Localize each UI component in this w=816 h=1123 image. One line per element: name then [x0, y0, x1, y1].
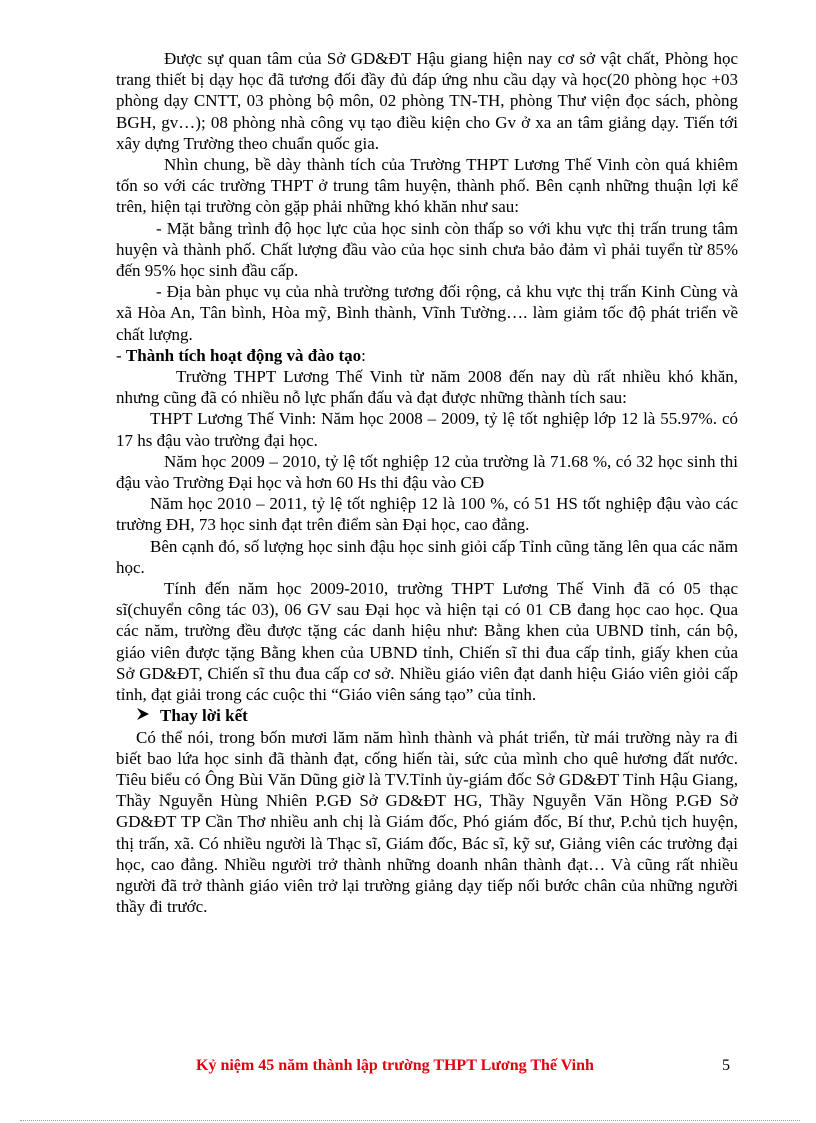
- section-heading-conclusion: [116, 705, 738, 726]
- paragraph-year-2010: Năm học 2010 – 2011, tỷ lệ tốt nghiệp 12 là 100 %, có 51 HS tốt nghiệp đậu vào các trường ĐH, 73 học sinh đạt trên điểm sàn Đại học, cao đẳng.: [116, 494, 738, 535]
- paragraph-conclusion: Có thể nói, trong bốn mươi lăm năm hình thành và phát triển, từ mái trường này ra đi biết bao lứa học sinh đã thành đạt, cống hiến tài, sức của mình cho quê hương đất nước. Tiêu biểu có Ông Bùi Văn Dũng giờ là TV.Tỉnh ủy-giám đốc Sở GD&ĐT Tỉnh Hậu Giang, Thầy Nguyễn Hùng Nhiên P.GĐ Sở GD&ĐT HG, Thầy Nguyễn Văn Hồng P.GĐ Sở GD&ĐT TP Cần Thơ nhiều anh chị là Giám đốc, Phó giám đốc, Bí thư, P.chủ tịch huyện, thị trấn, xã. Có nhiều người là Thạc sĩ, Giám đốc, Bác sĩ, kỹ sư, Giảng viên các trường đại học, cao đẳng. Nhiều người trở thành những doanh nhân thành đạt… Và cũng rất nhiều người đã trở thành giáo viên trở lại trường giảng dạy tiếp nối bước chân của những người thầy đi trước.: [116, 727, 738, 917]
- paragraph-gifted-students: Bên cạnh đó, số lượng học sinh đậu học sinh giỏi cấp Tỉnh cũng tăng lên qua các năm học.: [116, 536, 738, 577]
- paragraph-overview: Nhìn chung, bề dày thành tích của Trường THPT Lương Thế Vinh còn quá khiêm tốn so với các trường THPT ở trung tâm huyện, thành phố. Bên cạnh những thuận lợi kể trên, hiện tại trường còn gặp phải những khó khăn như sau:: [116, 155, 738, 217]
- conclusion-heading-text: Thay lời kết: [160, 706, 248, 726]
- paragraph-difficulty-1: - Mặt bằng trình độ học lực của học sinh còn thấp so với khu vực thị trấn trung tâm huyện và thành phố. Chất lượng đầu vào của học sinh chưa bảo đảm vì phải tuyển từ 85% đến 95% học sinh đầu cấp.: [116, 218, 738, 281]
- heading-dash: -: [116, 345, 126, 365]
- paragraph-facilities: Được sự quan tâm của Sở GD&ĐT Hậu giang hiện nay cơ sở vật chất, Phòng học trang thiết bị dạy học đã tương đối đầy đủ đáp ứng nhu cầu dạy và học(20 phòng học +03 phòng dạy CNTT, 03 phòng bộ môn, 02 phòng TN-TH, phòng Thư viện đọc sách, phòng BGH, gv…); 08 phòng nhà công vụ tạo điều kiện cho Gv ở xa an tâm giảng dạy. Tiến tới xây dựng Trường theo chuẩn quốc gia.: [116, 49, 738, 153]
- paragraph-difficulty-2: - Địa bàn phục vụ của nhà trường tương đối rộng, cả khu vực thị trấn Kinh Cùng và xã Hòa An, Tân bình, Hòa mỹ, Bình thành, Vĩnh Tường…. làm giảm tốc độ phát triển về chất lượng.: [116, 282, 738, 344]
- paragraph-year-2009: Năm học 2009 – 2010, tỷ lệ tốt nghiệp 12 của trường là 71.68 %, có 32 học sinh thi đậu vào Trường Đại học và hơn 60 Hs thi đậu vào CĐ: [116, 451, 738, 493]
- arrow-bullet-icon: [136, 705, 160, 726]
- page-number: 5: [722, 1057, 730, 1074]
- paragraph-achievements-intro: Trường THPT Lương Thế Vinh từ năm 2008 đến nay dù rất nhiều khó khăn, nhưng cũng đã có nhiều nỗ lực phấn đấu và đạt được những thành tích sau:: [116, 367, 738, 408]
- heading-colon: :: [361, 345, 366, 365]
- footer-title: Kỷ niệm 45 năm thành lập trường THPT Lương Thế Vinh: [196, 1057, 594, 1074]
- paragraph-year-2008: THPT Lương Thế Vinh: Năm học 2008 – 2009, tỷ lệ tốt nghiệp lớp 12 là 55.97%. có 17 hs đậu vào trường đại học.: [116, 409, 738, 450]
- heading-text: Thành tích hoạt động và đào tạo: [125, 345, 362, 365]
- document-body: [116, 48, 738, 917]
- section-heading-achievements: [116, 345, 738, 366]
- page-boundary-divider: [20, 1120, 800, 1121]
- page-footer: [0, 1055, 816, 1079]
- paragraph-staff-awards: Tính đến năm học 2009-2010, trường THPT Lương Thế Vinh đã có 05 thạc sĩ(chuyển công tác 03), 06 GV sau Đại học và hiện tại có 01 CB đang học cao học. Qua các năm, trường đều được tặng các danh hiệu như: Bằng khen của UBND tỉnh, cán bộ, giáo viên được tặng Bằng khen của UBND tỉnh, Chiến sĩ thi đua cấp tỉnh, giấy khen của Sở GD&ĐT, Chiến sĩ thu đua cấp cơ sở. Nhiều giáo viên đạt danh hiệu Giáo viên giỏi cấp tỉnh, đạt giải trong các cuộc thi “Giáo viên sáng tạo” của tỉnh.: [116, 579, 738, 705]
